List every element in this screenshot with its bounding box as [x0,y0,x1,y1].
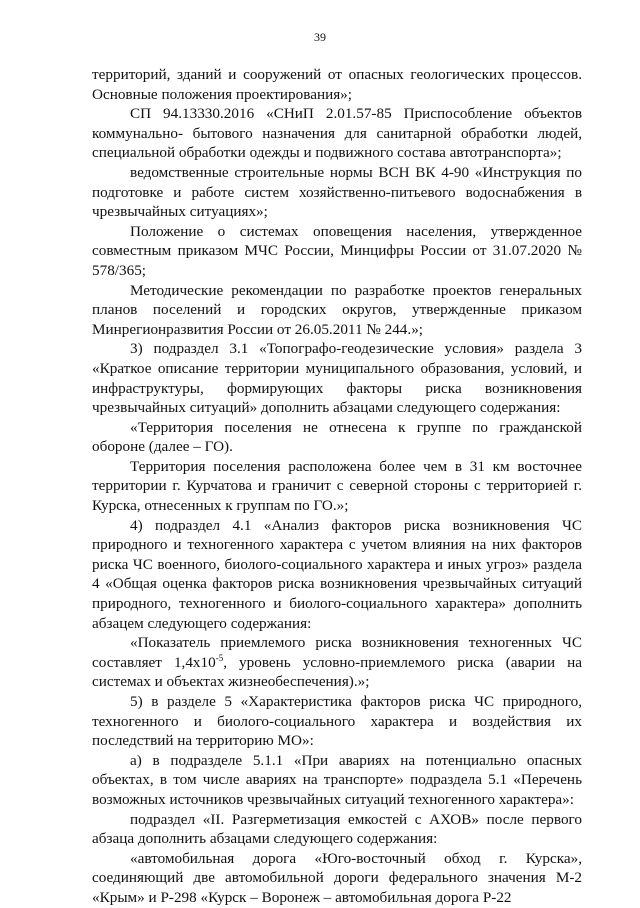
paragraph: 5) в разделе 5 «Характеристика факторов риска ЧС природного, техногенного и биолого-социального характера и воздействия их последствий на территорию МО»: [92,693,582,750]
paragraph: Методические рекомендации по разработке проектов генеральных планов поселений и городских округов, утвержденные приказом Минрегионразвития России от 26.05.2011 № 244.»; [92,281,582,338]
paragraph: «автомобильная дорога «Юго-восточный обход г. Курска», соединяющий две автомобильной дороги федерального значения М-2 «Крым» и Р-298 «Курск – Воронеж – автомобильная дорога Р-22 [92,849,582,906]
exponent: -5 [215,652,224,663]
paragraph-text-before: «Показатель приемлемого риска возникновения техногенных ЧС составляет 1,4х10 [92,634,582,671]
paragraph-text-after: , уровень условно-приемлемого риска (аварии на системах и объектах жизнеобеспечения).»; [92,653,582,691]
paragraph: подраздел «II. Разгерметизация емкостей с АХОВ» после первого абзаца дополнить абзацами следующего содержания: [92,810,582,848]
paragraph: а) в подразделе 5.1.1 «При авариях на потенциально опасных объектах, в том числе авариях на транспорте» подраздела 5.1 «Перечень возможных источников чрезвычайных ситуаций техногенного характера»: [92,751,582,808]
paragraph [92,633,582,692]
paragraph: «Территория поселения не отнесена к группе по гражданской обороне (далее – ГО). [92,418,582,456]
paragraph: 3) подраздел 3.1 «Топографо-геодезические условия» раздела 3 «Краткое описание территории муниципального образования, условий, и инфраструктуры, формирующих факторы риска возникновения чрезвычайных ситуаций» дополнить абзацами следующего содержания: [92,340,582,417]
paragraph: территорий, зданий и сооружений от опасных геологических процессов. Основные положения проектирования»; [92,66,582,103]
paragraph: Территория поселения расположена более чем в 31 км восточнее территории г. Курчатова и граничит с северной стороны с территорией г. Курска, отнесенных к группам по ГО.»; [92,457,582,515]
paragraph: 4) подраздел 4.1 «Анализ факторов риска возникновения ЧС природного и техногенного характера с учетом влияния на них факторов риска ЧС военного, биолого-социального характера и иных угроз» раздела 4 «Общая оценка факторов риска возникновения чрезвычайных ситуаций природного, техногенного и биолого-социального характера» дополнить абзацем следующего содержания: [92,516,582,632]
page-number: 39 [314,30,326,44]
paragraph: ведомственные строительные нормы ВСН ВК 4-90 «Инструкция по подготовке и работе систем хозяйственно-питьевого водоснабжения в чрезвычайных ситуациях»; [92,163,582,221]
document-body [92,65,582,908]
paragraph: СП 94.13330.2016 «СНиП 2.01.57-85 Приспособление объектов коммунально- бытового назначения для санитарной обработки людей, специальной обработки одежды и подвижного состава автотранспорта»; [92,105,582,162]
paragraph: Положение о системах оповещения населения, утвержденное совместным приказом МЧС России, Минцифры России от 31.07.2020 № 578/365; [92,222,582,279]
